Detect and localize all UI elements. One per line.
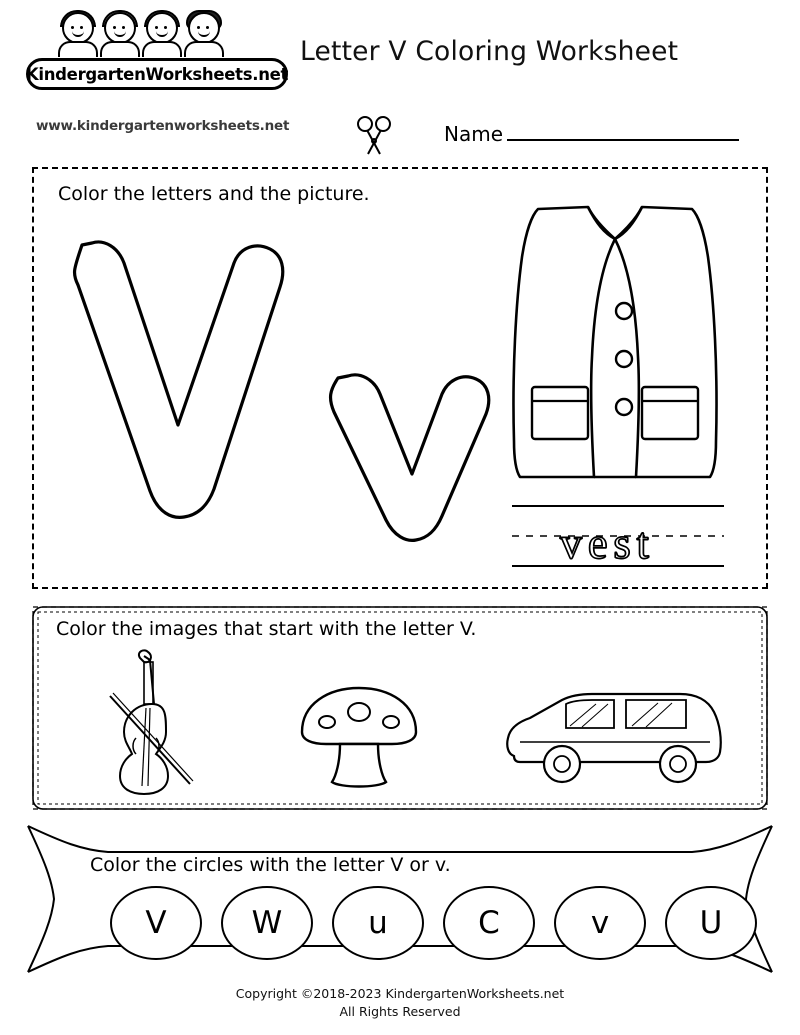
letter-circle[interactable]: V: [110, 886, 202, 960]
section3-instruction: Color the circles with the letter V or v.: [90, 854, 451, 876]
logo-text-2: Worksheets: [145, 64, 253, 84]
page-footer: [0, 985, 800, 1021]
letter-circle[interactable]: C: [443, 886, 535, 960]
mushroom-outline-image[interactable]: [296, 682, 422, 797]
uppercase-v-outline[interactable]: [64, 229, 294, 534]
letter-circle[interactable]: u: [332, 886, 424, 960]
name-field[interactable]: [444, 122, 739, 146]
traceable-word[interactable]: vest: [560, 519, 655, 568]
logo-text-3: .net: [252, 64, 289, 84]
copyright-text: Copyright ©2018-2023 KindergartenWorksheets.net: [235, 985, 565, 1001]
lowercase-v-outline[interactable]: [324, 364, 499, 554]
four-kids-icon: [56, 10, 291, 56]
name-label: Name: [444, 122, 504, 146]
site-logo[interactable]: [26, 10, 291, 90]
rights-text: All Rights Reserved: [339, 1003, 461, 1019]
vest-outline-image[interactable]: [502, 191, 728, 496]
page-title: Letter V Coloring Worksheet: [300, 36, 679, 67]
kid-icon: [98, 10, 142, 56]
logo-text-1: Kindergarten: [25, 64, 146, 84]
kid-icon: [140, 10, 184, 56]
letter-circle[interactable]: v: [554, 886, 646, 960]
section-color-letters: [32, 167, 768, 589]
section-color-images: [30, 604, 770, 812]
kid-icon: [56, 10, 100, 56]
name-blank-line[interactable]: [507, 124, 739, 141]
section-color-circles: [22, 820, 778, 978]
van-outline-image[interactable]: [500, 684, 730, 797]
page-header: [0, 0, 800, 155]
site-url: www.kindergartenworksheets.net: [36, 118, 290, 134]
letter-circle[interactable]: W: [221, 886, 313, 960]
logo-pill: [26, 58, 288, 90]
section1-instruction: Color the letters and the picture.: [58, 183, 370, 205]
kid-icon: [182, 10, 226, 56]
letter-circles-row: [110, 886, 757, 960]
violin-outline-image[interactable]: [92, 646, 202, 801]
scissors-icon: [352, 116, 396, 158]
logo-wordmark: [26, 65, 288, 84]
section2-instruction: Color the images that start with the letter V.: [56, 618, 477, 640]
letter-circle[interactable]: U: [665, 886, 757, 960]
